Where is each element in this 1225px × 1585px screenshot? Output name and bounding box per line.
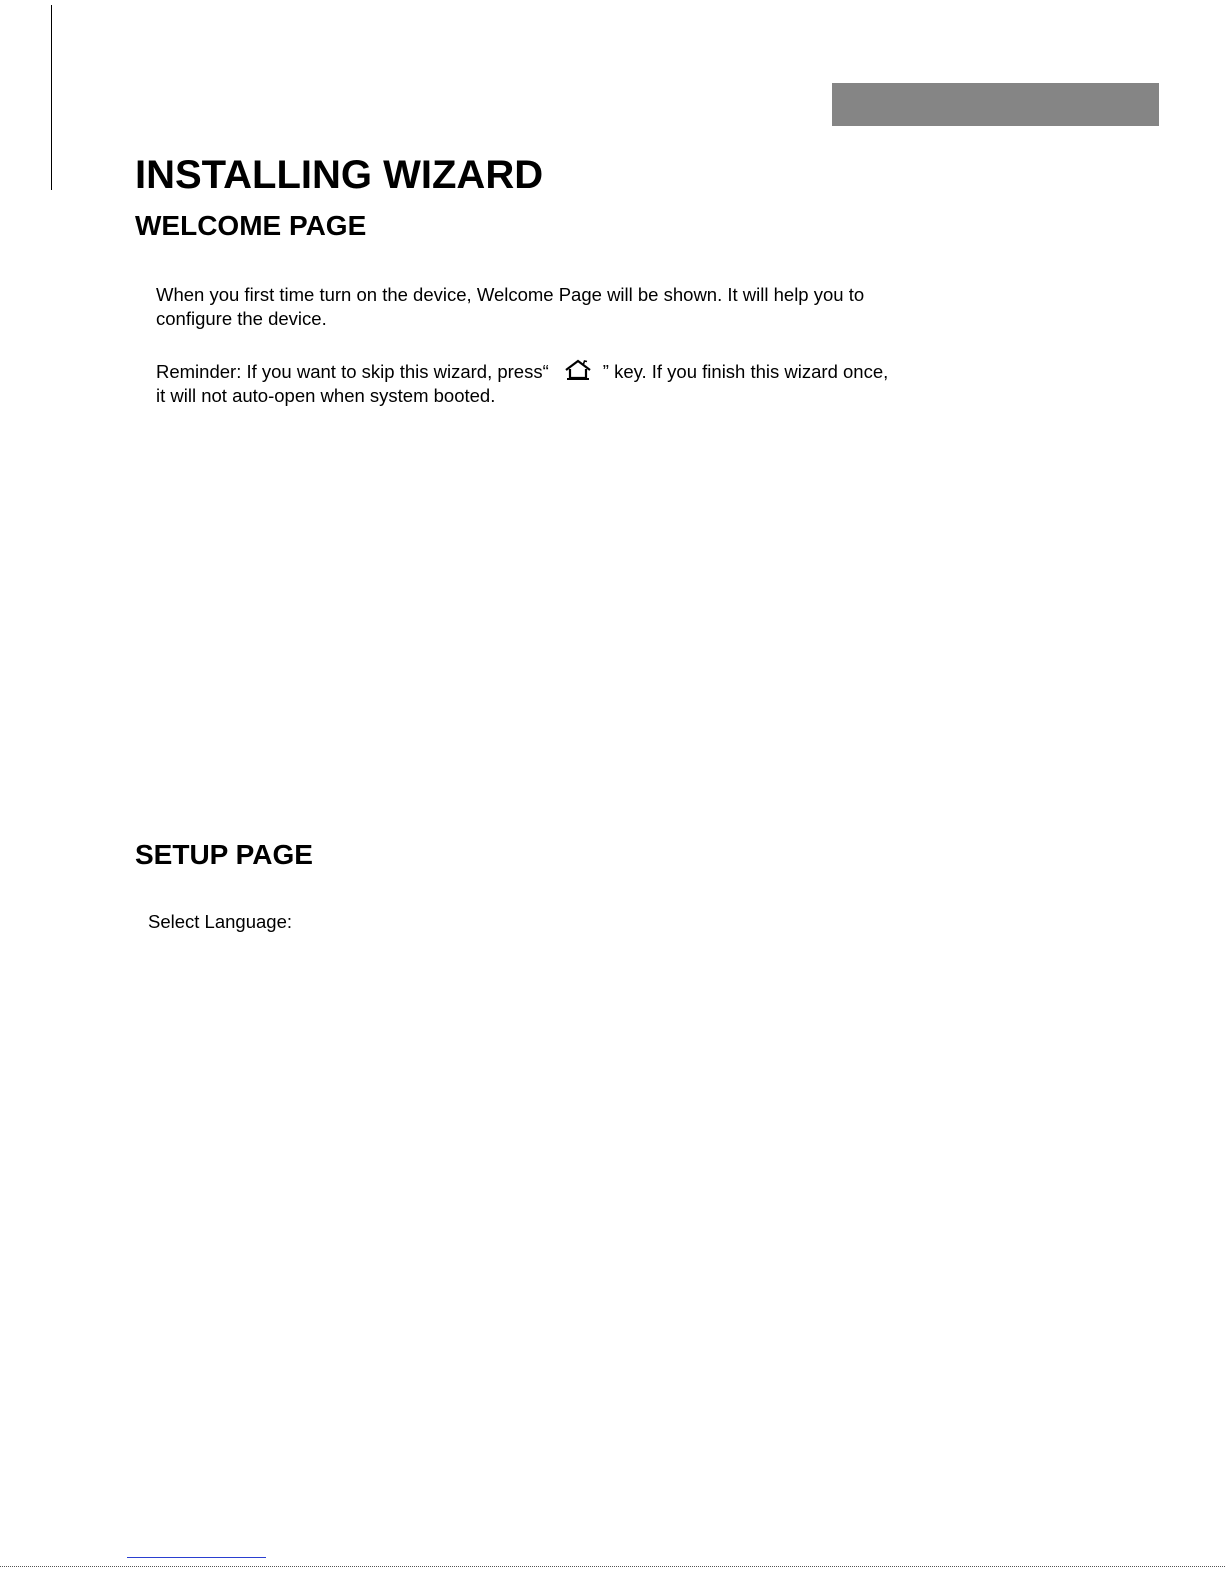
reminder-paragraph bbox=[156, 359, 888, 407]
welcome-intro-paragraph bbox=[156, 283, 864, 330]
welcome-intro-line-1: When you first time turn on the device, Welcome Page will be shown. It will help you to bbox=[156, 284, 865, 305]
reminder-text-start: Reminder: If you want to skip this wizard, press“ bbox=[156, 361, 549, 382]
welcome-intro-line-2: configure the device. bbox=[156, 307, 327, 329]
header-bar bbox=[832, 83, 1159, 126]
footer-dotted-rule bbox=[0, 1566, 1225, 1567]
home-icon bbox=[563, 359, 593, 381]
select-language-label: Select Language: bbox=[148, 911, 293, 932]
page-title: INSTALLING WIZARD bbox=[135, 153, 544, 197]
reminder-text-line-2: it will not auto-open when system booted. bbox=[156, 384, 496, 406]
margin-rule bbox=[51, 5, 52, 190]
welcome-page-heading: WELCOME PAGE bbox=[135, 210, 367, 241]
reminder-text-end: ” key. If you finish this wizard once, bbox=[602, 361, 889, 382]
setup-page-heading: SETUP PAGE bbox=[135, 839, 313, 870]
footer-link-underline bbox=[127, 1557, 266, 1558]
